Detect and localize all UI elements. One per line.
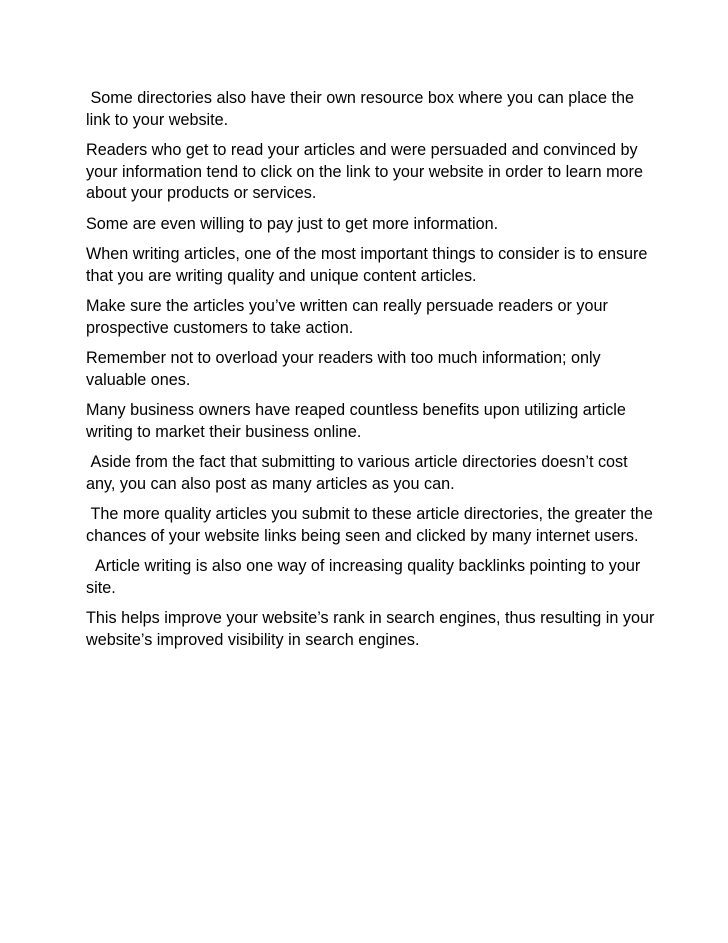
paragraph-backlinks: Article writing is also one way of increasing quality backlinks pointing to your site. (86, 557, 645, 597)
paragraph-search-rank: This helps improve your website’s rank in search engines, thus resulting in your website’s improved visibility in search engines. (86, 609, 659, 649)
document-body (86, 88, 659, 660)
paragraph-quality-content: When writing articles, one of the most important things to consider is to ensure that you are writing quality and unique content articles. (86, 245, 652, 285)
paragraph-readers-persuaded: Readers who get to read your articles and were persuaded and convinced by your information tend to click on the link to your website in order to learn more about your products or services. (86, 141, 648, 202)
paragraph-business-benefits: Many business owners have reaped countless benefits upon utilizing article writing to market their business online. (86, 401, 631, 441)
paragraph-not-overload: Remember not to overload your readers with too much information; only valuable ones. (86, 349, 606, 389)
paragraph-persuade-readers: Make sure the articles you’ve written can really persuade readers or your prospective customers to take action. (86, 297, 613, 337)
paragraph-resource-box: Some directories also have their own resource box where you can place the link to your website. (86, 89, 639, 129)
paragraph-no-cost: Aside from the fact that submitting to various article directories doesn’t cost any, you can also post as many articles as you can. (86, 453, 633, 493)
paragraph-more-articles: The more quality articles you submit to these article directories, the greater the chances of your website links being seen and clicked by many internet users. (86, 505, 658, 545)
paragraph-willing-to-pay: Some are even willing to pay just to get more information. (86, 214, 499, 233)
